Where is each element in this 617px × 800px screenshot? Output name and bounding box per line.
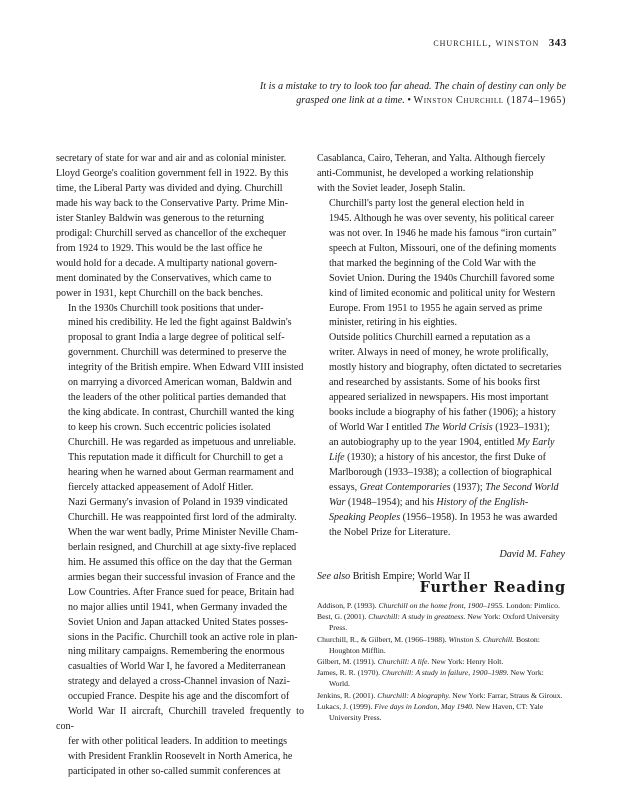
reference-publisher: New York: World. [329, 668, 544, 689]
text-line: and researched by assistants. Some of his books first [329, 377, 541, 389]
text-line: In the 1930s Churchill took positions that under- [68, 302, 264, 314]
text-run: an autobiography up to the year 1904, entitled [329, 437, 517, 449]
text-line: hearing when he warned about German rearmament and [68, 467, 294, 479]
text-line: armies began their successful invasion of France and the [68, 571, 296, 583]
text-line: with the Soviet leader, Joseph Stalin. [317, 182, 466, 194]
text-line: appeared serialized in newspapers. His most important [329, 392, 549, 404]
text-line: 1945. Although he was over seventy, his political career [329, 212, 554, 224]
book-title: History of the English- [436, 496, 529, 508]
reference-author: Addison, P. (1993). [317, 601, 379, 610]
reference-title: Churchill: A biography. [377, 690, 451, 700]
text-run: (1923–1931); [492, 422, 550, 434]
text-run: (1956–1958). In 1953 he was awarded [400, 511, 558, 523]
book-title: Life [329, 452, 345, 464]
left-column [56, 152, 304, 780]
text-line: Outside politics Churchill earned a reputation as a [329, 332, 531, 344]
text-run: essays, [329, 481, 360, 493]
reference-author: Churchill, R., & Gilbert, M. (1966–1988). [317, 634, 449, 644]
reference-list [317, 600, 566, 723]
text-line [317, 511, 565, 526]
reference-title: Churchill: A life. [377, 657, 430, 667]
reference-entry [317, 667, 566, 689]
text-line: ment dominated by the Conservatives, which came to [56, 272, 272, 284]
text-line: the Nobel Prize for Literature. [329, 526, 451, 538]
paragraph [317, 331, 565, 540]
text-line: Soviet Union. During the 1940s Churchill favored some [329, 272, 555, 284]
text-line: the king abdicate. In contrast, Churchill wanted the king [68, 407, 294, 419]
epigraph-author: Winston Churchill (1874–1965) [413, 95, 566, 106]
running-title: churchill, winston [433, 37, 540, 49]
text-line: participated in other so-called summit conferences at [68, 766, 281, 778]
text-line: was not over. In 1946 he made his famous “iron curtain” [329, 227, 557, 239]
text-line [317, 436, 565, 451]
text-line: time, the Liberal Party was divided and dying. Churchill [56, 182, 283, 194]
paragraph [56, 152, 304, 302]
reference-author: Gilbert, M. (1991). [317, 657, 378, 667]
text-line: Lloyd George's coalition government fell in 1922. By this [56, 167, 289, 179]
text-line: This reputation made it difficult for Churchill to get a [68, 452, 283, 464]
text-line: Nazi Germany's invasion of Poland in 1939 vindicated [68, 496, 288, 508]
reference-publisher: Boston: Houghton Mifflin. [329, 634, 540, 655]
text-line [317, 421, 565, 436]
text-line: berlain resigned, and Churchill at age sixty-five replaced [68, 541, 297, 553]
book-title: Speaking Peoples [329, 511, 401, 523]
text-line: no major allies until 1941, when Germany invaded the [68, 601, 288, 613]
text-run: (1948–1954); and his [345, 496, 437, 508]
reference-author: Jenkins, R. (2001). [317, 690, 378, 700]
reference-entry [317, 701, 566, 723]
text-run: (1930); a history of his ancestor, the first Duke of [344, 452, 546, 464]
text-line: strategy and delayed a cross-Channel invasion of Nazi- [68, 676, 290, 688]
text-line: proposal to grant India a large degree of political self- [68, 332, 285, 344]
reference-publisher: New York: Henry Holt. [429, 657, 504, 667]
page-number: 343 [548, 37, 567, 49]
book-title: War [329, 496, 346, 508]
text-line: that marked the beginning of the Cold War with the [329, 257, 536, 269]
running-head [433, 37, 567, 49]
text-line: fiercely attacked appeasement of Adolf Hitler. [68, 481, 254, 493]
text-line [317, 451, 565, 466]
paragraph [317, 152, 565, 197]
epigraph-line-2 [236, 94, 566, 108]
epigraph-line-1: It is a mistake to try to look too far ahead. The chain of destiny can only be [259, 81, 566, 92]
see-also-label: See also [317, 570, 351, 582]
text-run: of World War I entitled [329, 422, 425, 434]
text-line: secretary of state for war and air and as colonial minister. [56, 153, 287, 164]
text-line: Low Countries. After France sued for peace, Britain had [68, 586, 294, 598]
text-line: fer with other political leaders. In addition to meetings [68, 736, 288, 748]
text-line: Churchill's party lost the general election held in [329, 197, 525, 209]
text-line: Churchill. He was regarded as impetuous and unreliable. [68, 437, 296, 449]
text-line: ister Stanley Baldwin was generous to the returning [56, 212, 264, 224]
author-signature: David M. Fahey [499, 548, 565, 560]
reference-title: Churchill: A study in failure, 1900–1989. [381, 668, 509, 678]
text-line: sions in the Pacific. Churchill took an active role in plan- [68, 631, 298, 643]
paragraph [317, 197, 565, 332]
book-title: Great Contemporaries [359, 481, 451, 493]
text-run: (1937); [450, 481, 486, 493]
paragraph [56, 302, 304, 496]
text-line: occupied France. Despite his age and the discomfort of [68, 691, 290, 703]
text-line: Europe. From 1951 to 1955 he again served as prime [329, 302, 543, 314]
text-line [317, 481, 565, 496]
text-line: ning military campaigns. Remembering the enormous [68, 646, 285, 658]
text-line: with President Franklin Roosevelt in North America, he [68, 751, 293, 763]
text-line: on marrying a divorced American woman, Baldwin and [68, 377, 292, 389]
see-also-links: British Empire; World War II [350, 570, 471, 582]
reference-entry [317, 690, 566, 701]
book-title: My Early [516, 437, 555, 449]
text-line: him. He assumed this office on the day that the German [68, 556, 292, 568]
reference-title: Five days in London, May 1940. [374, 701, 474, 711]
reference-entry [317, 600, 566, 611]
text-line: mined his credibility. He led the fight against Baldwin's [68, 317, 292, 329]
text-line: When the war went badly, Prime Minister Neville Cham- [68, 526, 299, 538]
reference-publisher: New York: Farrar, Straus & Giroux. [450, 690, 563, 700]
text-line: Casablanca, Cairo, Teheran, and Yalta. Although fiercely [317, 153, 546, 164]
book-title: The World Crisis [424, 422, 493, 434]
text-line: Marlborough (1933–1938); a collection of biographical [329, 467, 552, 479]
text-line: power in 1931, kept Churchill on the back benches. [56, 287, 264, 299]
epigraph [236, 80, 566, 108]
text-line: Soviet Union and Japan attacked United States posses- [68, 616, 289, 628]
text-line [317, 496, 565, 511]
text-line: integrity of the British empire. When Edward VIII insisted [68, 362, 304, 374]
reference-author: James, R. R. (1970). [317, 668, 382, 678]
text-line: the leaders of the other political parties demanded that [68, 392, 287, 404]
epigraph-text: grasped one link at a time. [296, 95, 405, 106]
paragraph [56, 496, 304, 780]
book-title: The Second World [485, 481, 559, 493]
text-line: made his way back to the Conservative Party. Prime Min- [56, 197, 289, 209]
text-line: minister, retiring in his eighties. [329, 317, 457, 329]
right-column [317, 152, 565, 585]
text-line: government. Churchill was determined to preserve the [68, 347, 287, 359]
reference-entry [317, 634, 566, 656]
further-reading-title: Further Reading [419, 579, 566, 596]
epigraph-bullet: • [407, 95, 411, 106]
reference-author: Best, G. (2001). [317, 612, 369, 622]
reference-entry [317, 611, 566, 633]
text-line: writer. Always in need of money, he wrote prolifically, [329, 347, 549, 359]
reference-entry [317, 656, 566, 667]
reference-author: Lukacs, J. (1999). [317, 701, 375, 711]
reference-publisher: New York: Oxford University Press. [329, 612, 560, 633]
text-line: speech at Fulton, Missouri, one of the defining moments [329, 242, 557, 254]
reference-publisher: London: Pimlico. [504, 601, 560, 610]
reference-title: Churchill on the home front, 1900–1955. [378, 601, 505, 610]
reference-title: Churchill: A study in greatness. [368, 612, 466, 622]
text-line: kind of limited economic and political unity for Western [329, 287, 556, 299]
text-line: prodigal: Churchill served as chancellor of the exchequer [56, 227, 287, 239]
reference-title: Winston S. Churchill. [448, 634, 515, 644]
reference-publisher: New Haven, CT: Yale University Press. [329, 701, 544, 723]
text-line: from 1924 to 1929. This would be the last office he [56, 242, 263, 254]
text-line: casualties of World War I, he favored a Mediterranean [68, 661, 286, 673]
text-line: Churchill. He was reappointed first lord of the admiralty. [68, 511, 297, 523]
text-line: mostly history and biography, often dictated to secretaries [329, 362, 562, 374]
text-line: would hold for a decade. A multiparty national govern- [56, 257, 278, 269]
text-line: books include a biography of his father (1906); a history [329, 407, 556, 419]
text-line: to keep his crown. Such eccentric policies isolated [68, 422, 271, 434]
text-line: World War II aircraft, Churchill traveled frequently to con- [56, 706, 304, 733]
text-line: anti-Communist, he developed a working relationship [317, 167, 534, 179]
